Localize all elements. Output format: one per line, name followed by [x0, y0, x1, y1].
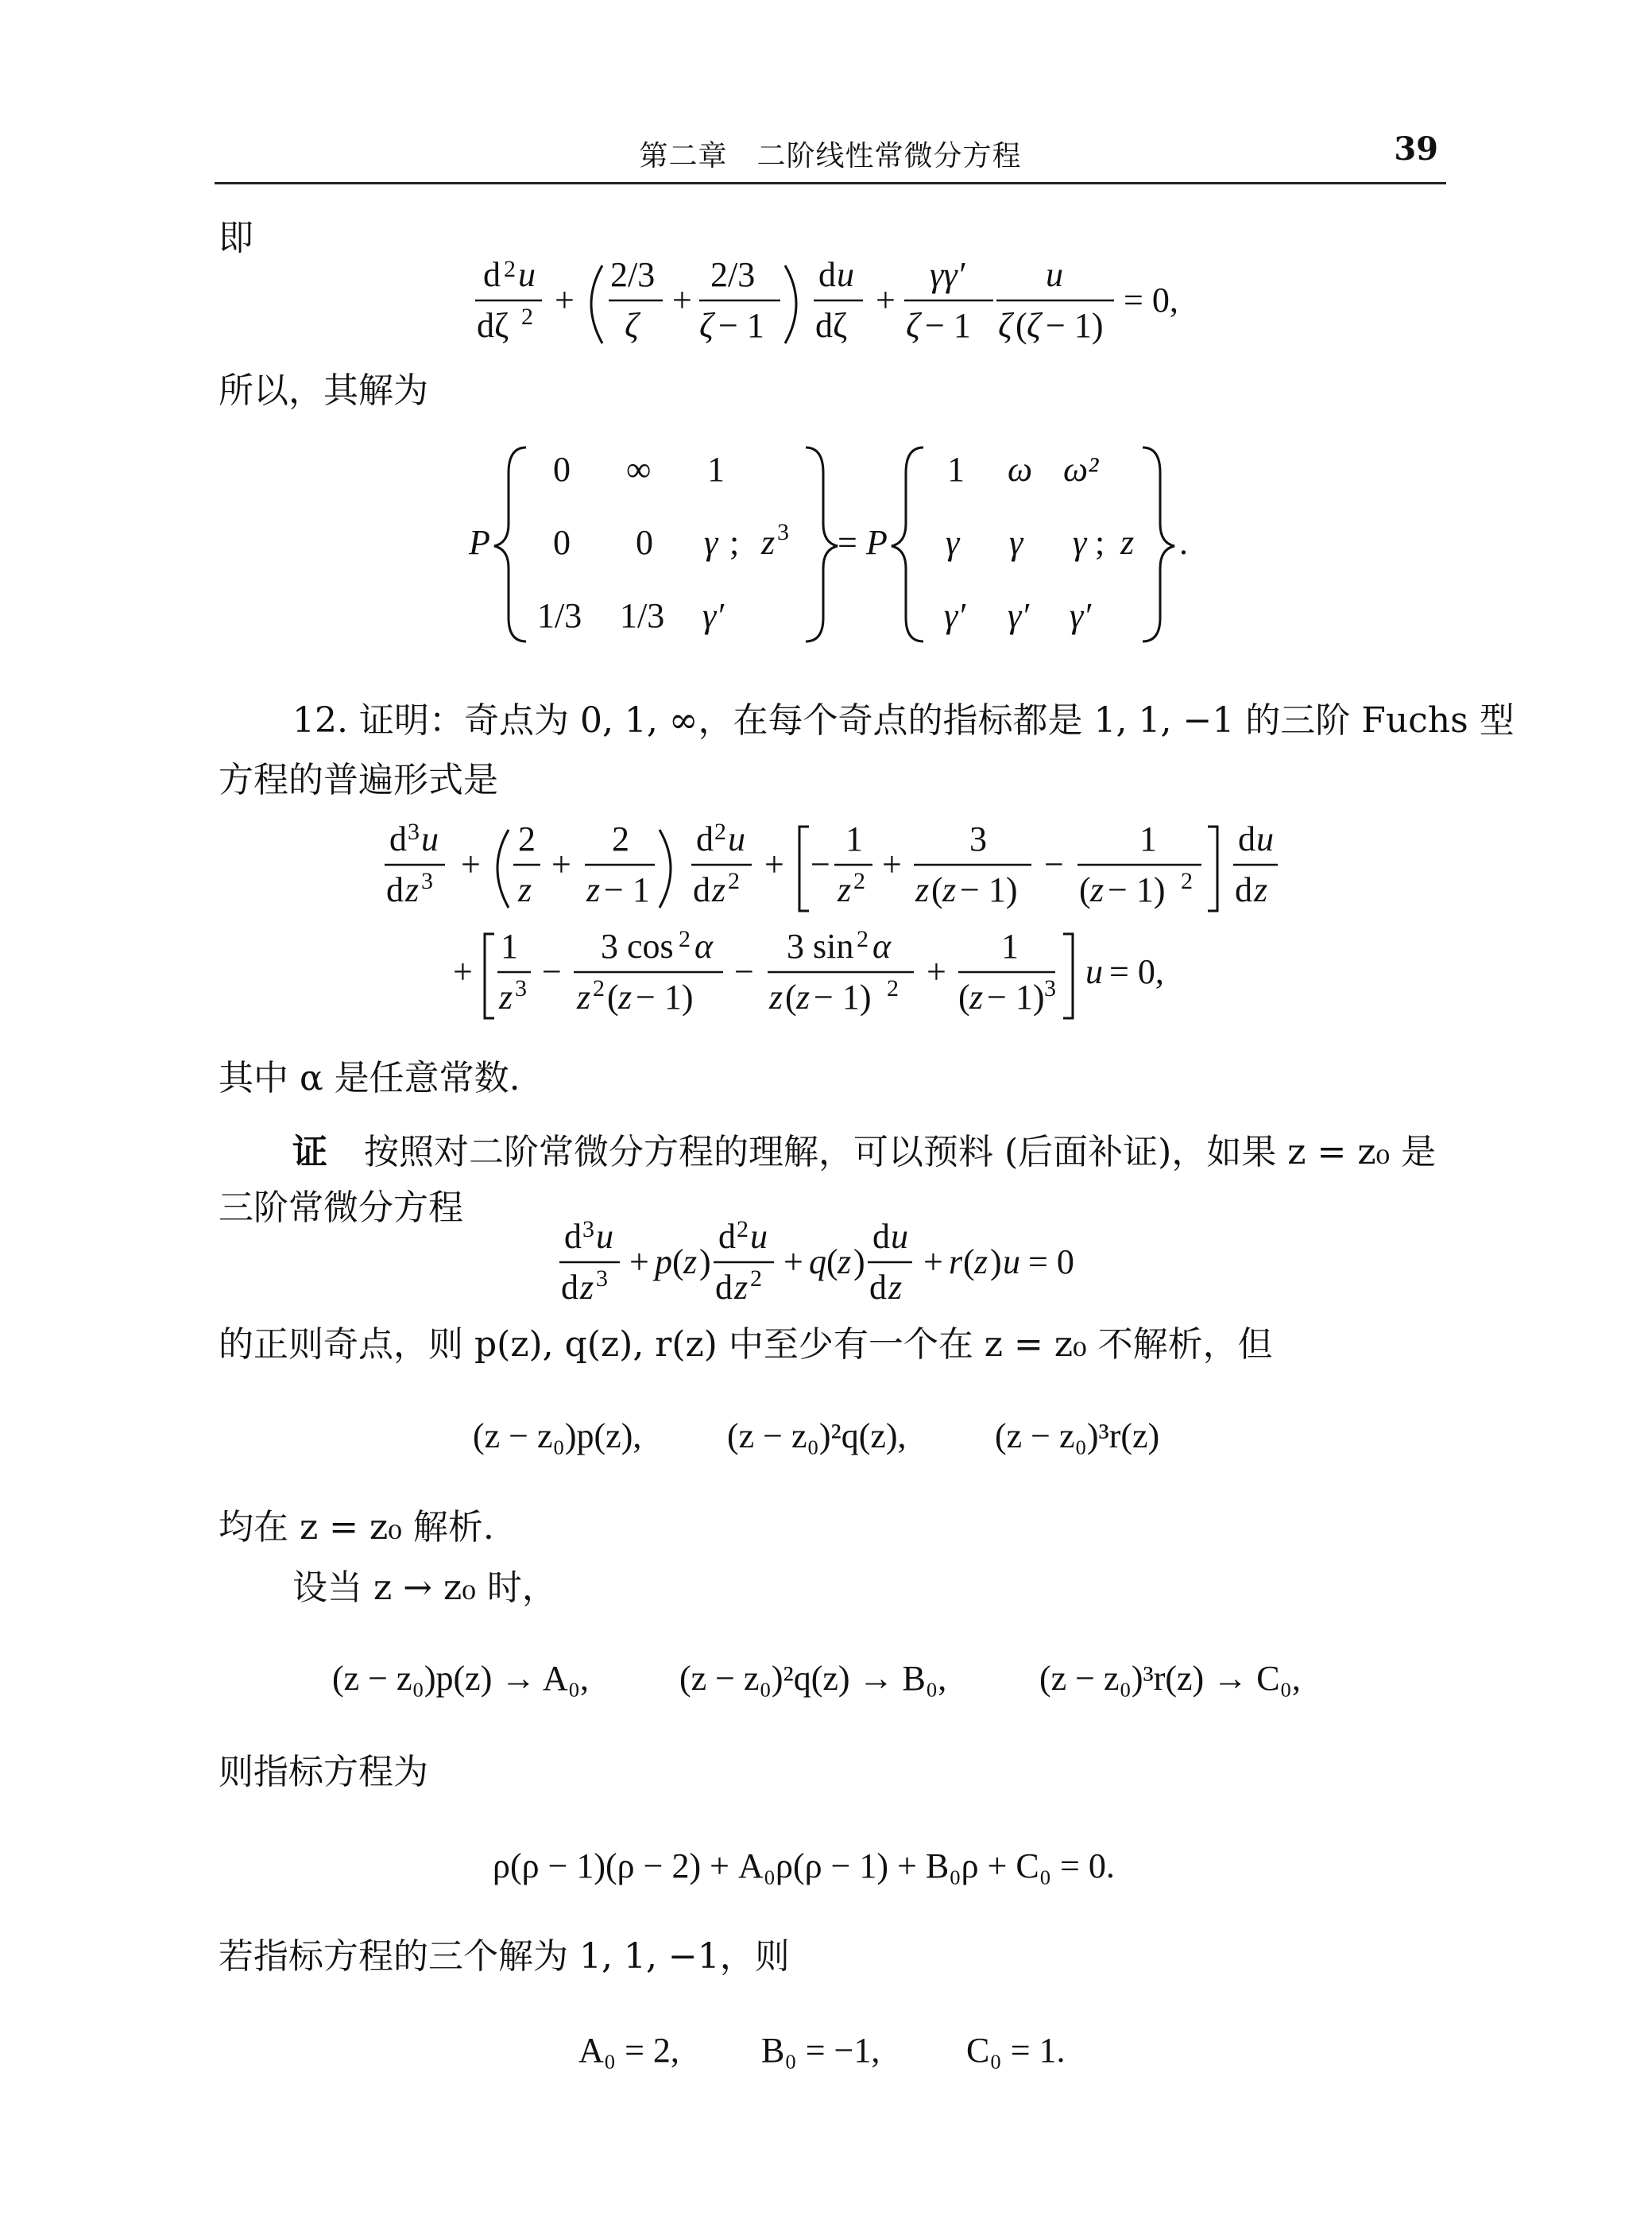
riemann-right-r1c3: ω² [1063, 450, 1099, 489]
svg-text:3 sin: 3 sin [787, 927, 854, 966]
chapter-title: 第二章 二阶线性常微分方程 [639, 140, 1022, 172]
svg-text:+: + [453, 952, 473, 991]
svg-text:− 1): − 1) [1108, 870, 1166, 909]
limit-b0: (z − z₀)²q(z) → B₀, [679, 1659, 947, 1698]
equation-riemann-p-symbol [461, 441, 1208, 648]
svg-text:3 cos: 3 cos [601, 927, 674, 966]
svg-text:r: r [949, 1242, 963, 1281]
proof-line2: 三阶常微分方程 [219, 1187, 463, 1228]
proof-label: 证 [292, 1132, 327, 1172]
regular-singular-line: 的正则奇点，则 p(z), q(z), r(z) 中至少有一个在 z = z₀ 不解析，但 [219, 1324, 1273, 1365]
svg-text:(: ( [826, 1242, 838, 1281]
svg-text:u: u [518, 255, 536, 294]
svg-text:= 0,: = 0, [1124, 281, 1178, 320]
problem-12-line1: 12. 证明：奇点为 0, 1, ∞，在每个奇点的指标都是 1, 1, −1 的三阶 Fuchs 型 [292, 700, 1515, 741]
page-number: 39 [1394, 130, 1438, 168]
svg-text:d: d [696, 819, 714, 858]
svg-text:dζ: dζ [477, 306, 509, 345]
analytic-line: 均在 z = z₀ 解析. [219, 1507, 494, 1548]
svg-text:−: − [734, 952, 754, 991]
svg-text:− 1): − 1) [636, 978, 694, 1017]
riemann-left-r3c1: 1/3 [537, 596, 582, 635]
svg-text:z: z [969, 978, 984, 1017]
svg-text:+: + [764, 845, 784, 884]
svg-text:u: u [728, 819, 745, 858]
riemann-right-r1c1: 1 [947, 450, 965, 489]
svg-text:;: ; [729, 523, 740, 562]
product-r: (z − z₀)³r(z) [995, 1416, 1160, 1455]
svg-text:+: + [551, 845, 571, 884]
svg-text:+: + [629, 1242, 649, 1281]
svg-text:+: + [876, 281, 896, 320]
svg-text:P: P [469, 523, 490, 562]
svg-text:1: 1 [1001, 927, 1019, 966]
svg-text:3: 3 [969, 819, 987, 858]
svg-text:d: d [1238, 819, 1255, 858]
svg-text:z: z [405, 870, 420, 909]
svg-text:(: ( [785, 978, 797, 1017]
svg-text:=: = [838, 523, 857, 562]
svg-text:+: + [461, 845, 481, 884]
svg-text:): ) [990, 1242, 1002, 1281]
svg-text:d: d [869, 1268, 887, 1307]
svg-text:z: z [915, 870, 930, 909]
svg-text:u: u [891, 1217, 908, 1256]
svg-text:2: 2 [750, 1265, 762, 1292]
svg-text:z: z [618, 978, 633, 1017]
problem-12-line2: 方程的普遍形式是 [219, 760, 498, 800]
svg-text:2/3: 2/3 [610, 255, 656, 294]
svg-text:d: d [561, 1268, 578, 1307]
alpha-note: 其中 α 是任意常数. [219, 1058, 520, 1098]
riemann-left-r3c3: γ′ [702, 596, 724, 635]
svg-text:1: 1 [845, 819, 863, 858]
svg-text:= 0: = 0 [1028, 1242, 1074, 1281]
svg-text:2: 2 [714, 819, 726, 845]
svg-text:ζ: ζ [625, 306, 639, 345]
riemann-right-r1c2: ω [1008, 450, 1033, 489]
svg-text:p: p [655, 1242, 672, 1281]
svg-text:d: d [389, 819, 407, 858]
svg-text:− 1: − 1 [718, 306, 764, 345]
svg-text:(: ( [963, 1242, 975, 1281]
riemann-left-r1c3: 1 [707, 450, 725, 489]
svg-text:ζ: ζ [699, 306, 714, 345]
svg-text:2/3: 2/3 [710, 255, 756, 294]
svg-text:u: u [837, 255, 854, 294]
svg-text:+: + [927, 952, 946, 991]
svg-text:u: u [1256, 819, 1274, 858]
svg-text:2: 2 [737, 1216, 749, 1242]
riemann-right-r3c2: γ′ [1008, 596, 1029, 635]
svg-text:− 1): − 1) [814, 978, 872, 1017]
header-rule [215, 182, 1446, 184]
svg-text:dζ: dζ [815, 306, 848, 345]
svg-text:.: . [1179, 523, 1188, 562]
svg-text:u: u [1085, 952, 1103, 991]
svg-text:3: 3 [421, 868, 433, 894]
svg-text:z: z [1254, 870, 1268, 909]
svg-text:z: z [838, 1242, 852, 1281]
svg-text:z: z [942, 870, 957, 909]
product-q: (z − z₀)²q(z), [727, 1416, 907, 1455]
svg-text:(: ( [1016, 306, 1027, 345]
svg-text:;: ; [1095, 523, 1105, 562]
svg-text:2: 2 [887, 975, 899, 1001]
equation-fuchs-line2 [453, 926, 1216, 1029]
product-p: (z − z₀)p(z), [473, 1416, 642, 1455]
svg-text:2: 2 [679, 926, 691, 952]
riemann-left-r1c1: 0 [553, 450, 571, 489]
riemann-right-r3c3: γ′ [1070, 596, 1091, 635]
svg-text:z: z [838, 870, 852, 909]
svg-text:d: d [1235, 870, 1252, 909]
svg-text:z: z [761, 523, 776, 562]
svg-text:): ) [699, 1242, 711, 1281]
svg-text:z: z [683, 1242, 698, 1281]
svg-text:(: ( [1079, 870, 1091, 909]
paragraph-solution: 所以，其解为 [219, 370, 428, 411]
svg-text:(: ( [672, 1242, 684, 1281]
svg-text:3: 3 [1044, 975, 1056, 1001]
svg-text:P: P [866, 523, 888, 562]
svg-text:d: d [693, 870, 710, 909]
limit-c0: (z − z₀)³r(z) → C₀, [1039, 1659, 1301, 1698]
svg-text:d: d [483, 255, 501, 294]
indicial-equation: ρ(ρ − 1)(ρ − 2) + A₀ρ(ρ − 1) + B₀ρ + C₀ = 0. [493, 1846, 1115, 1885]
svg-text:z: z [974, 1242, 988, 1281]
svg-text:−: − [811, 845, 830, 884]
svg-text:z: z [586, 870, 601, 909]
svg-text:ζ: ζ [1027, 306, 1041, 345]
svg-text:z: z [499, 978, 513, 1017]
svg-text:z: z [577, 978, 591, 1017]
svg-text:2: 2 [853, 868, 865, 894]
equation-third-order-ode [556, 1216, 1128, 1315]
limit-a0: (z − z₀)p(z) → A₀, [332, 1659, 590, 1698]
svg-text:−: − [1044, 845, 1064, 884]
svg-text:3: 3 [515, 975, 527, 1001]
svg-text:(: ( [958, 978, 970, 1017]
svg-text:= 0,: = 0, [1109, 952, 1164, 991]
svg-text:d: d [564, 1217, 582, 1256]
riemann-right-r2c2: γ [1009, 523, 1023, 562]
svg-text:α: α [872, 927, 892, 966]
proof-line1: 按照对二阶常微分方程的理解，可以预料 (后面补证)，如果 z = z₀ 是 [364, 1132, 1437, 1172]
svg-text:2: 2 [612, 819, 629, 858]
svg-text:z: z [769, 978, 783, 1017]
paragraph-ji: 即 [219, 218, 253, 258]
svg-text:2: 2 [857, 926, 869, 952]
svg-text:+: + [672, 281, 692, 320]
svg-text:γγ′: γγ′ [930, 255, 965, 294]
equation-fuchs-line1 [381, 819, 1287, 922]
svg-text:+: + [783, 1242, 803, 1281]
final-a0: A₀ = 2, [578, 2031, 679, 2070]
svg-text:2: 2 [1181, 868, 1193, 894]
riemann-right-r2c1: γ [946, 523, 960, 562]
riemann-right-r3c1: γ′ [944, 596, 965, 635]
svg-text:− 1): − 1) [987, 978, 1045, 1017]
svg-text:2: 2 [521, 304, 533, 330]
riemann-left-r2c3: γ [704, 523, 718, 562]
suppose-line: 设当 z → z₀ 时， [292, 1567, 557, 1608]
svg-text:+: + [882, 845, 902, 884]
riemann-left-r1c2: ∞ [626, 450, 652, 489]
svg-text:(: ( [607, 978, 619, 1017]
final-c0: C₀ = 1. [966, 2031, 1066, 2070]
svg-text:3: 3 [596, 1265, 608, 1292]
svg-text:z: z [518, 870, 532, 909]
svg-text:3: 3 [582, 1216, 594, 1242]
three-solutions-line: 若指标方程的三个解为 1, 1, −1，则 [219, 1936, 790, 1977]
svg-text:z: z [712, 870, 726, 909]
svg-text:z: z [734, 1268, 749, 1307]
svg-text:2: 2 [593, 975, 605, 1001]
svg-text:u: u [1003, 1242, 1020, 1281]
svg-text:+: + [923, 1242, 943, 1281]
svg-text:2: 2 [728, 868, 740, 894]
svg-text:ζ: ζ [998, 306, 1012, 345]
svg-text:z: z [796, 978, 811, 1017]
svg-text:d: d [818, 255, 836, 294]
svg-text:u: u [1046, 255, 1063, 294]
svg-text:u: u [421, 819, 439, 858]
svg-text:− 1): − 1) [960, 870, 1018, 909]
svg-text:3: 3 [777, 519, 789, 545]
svg-text:α: α [694, 927, 714, 966]
svg-text:d: d [718, 1217, 736, 1256]
svg-text:d: d [715, 1268, 733, 1307]
svg-text:1: 1 [501, 927, 518, 966]
svg-text:z: z [1120, 523, 1135, 562]
running-header [215, 130, 1446, 178]
svg-text:z: z [1090, 870, 1105, 909]
riemann-left-r2c1: 0 [553, 523, 571, 562]
riemann-left-r3c2: 1/3 [620, 596, 665, 635]
svg-text:− 1: − 1 [604, 870, 650, 909]
svg-text:2: 2 [504, 256, 516, 282]
svg-text:+: + [555, 281, 575, 320]
svg-text:d: d [386, 870, 404, 909]
riemann-left-r2c2: 0 [636, 523, 653, 562]
riemann-right-r2c3: γ [1073, 523, 1087, 562]
svg-text:1: 1 [1139, 819, 1157, 858]
svg-text:): ) [853, 1242, 865, 1281]
svg-text:− 1): − 1) [1046, 306, 1104, 345]
svg-text:(: ( [931, 870, 943, 909]
svg-text:u: u [750, 1217, 768, 1256]
svg-text:u: u [596, 1217, 613, 1256]
final-b0: B₀ = −1, [761, 2031, 880, 2070]
svg-text:−: − [542, 952, 562, 991]
svg-text:− 1: − 1 [925, 306, 971, 345]
index-equation-intro: 则指标方程为 [219, 1752, 428, 1792]
svg-text:2: 2 [518, 819, 536, 858]
svg-text:z: z [888, 1268, 903, 1307]
svg-text:z: z [580, 1268, 594, 1307]
svg-text:ζ: ζ [906, 306, 920, 345]
svg-text:3: 3 [408, 819, 420, 845]
svg-text:q: q [809, 1242, 826, 1281]
equation-hypergeometric-zeta [469, 254, 1200, 358]
svg-text:d: d [872, 1217, 890, 1256]
